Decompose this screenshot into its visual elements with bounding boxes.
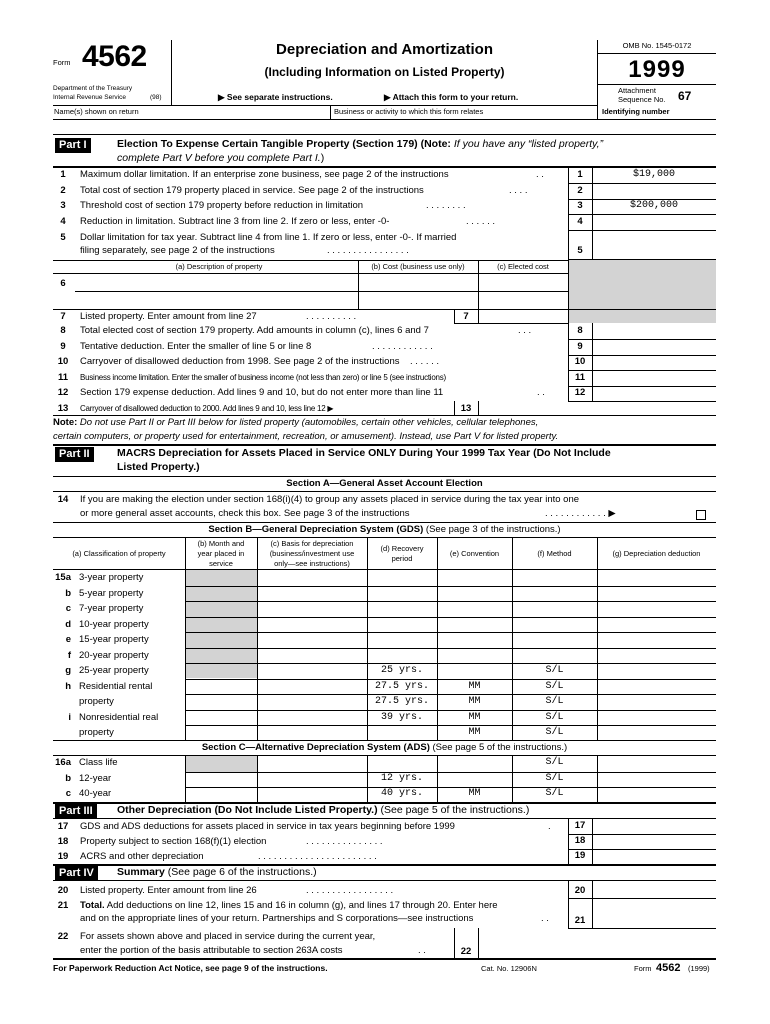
gds-col-d1: (d) Recovery — [380, 544, 424, 553]
dept-line2: Internal Revenue Service — [53, 94, 126, 101]
line7-shaded-area — [569, 310, 716, 323]
line-rule — [568, 370, 716, 371]
line-box: 2 — [577, 185, 583, 196]
gds-col-c3: only—see instructions) — [274, 559, 350, 568]
line14-checkbox[interactable] — [696, 510, 706, 520]
gds-row-label: property — [79, 727, 114, 738]
line21-text1-rest: Add deductions on line 12, lines 15 and 16 in column (g), and lines 17 through 20. Enter here — [104, 900, 498, 911]
section-b-bold: Section B—General Depreciation System (GDS) — [208, 524, 424, 535]
line-value: $19,000 — [632, 169, 675, 180]
part1-title-line2-text: complete Part V before you complete Part I. — [117, 152, 321, 164]
gds-row-rule — [185, 601, 716, 602]
line-number: 5 — [60, 232, 66, 243]
line13-number: 13 — [57, 403, 69, 414]
ads-row-label: 40-year — [79, 788, 112, 799]
gds-row-rule — [185, 632, 716, 633]
gds-col-g: (g) Depreciation deduction — [612, 549, 701, 558]
part1-title-line2 — [117, 152, 324, 164]
line13-box: 13 — [460, 403, 472, 414]
gds-col-a: (a) Classification of property — [72, 549, 166, 558]
ads-v3 — [367, 755, 368, 802]
line-box: 12 — [574, 387, 586, 398]
line-number: 2 — [60, 185, 66, 196]
line5-cont: filing separately, see page 2 of the instructions — [80, 245, 275, 256]
gds-v2 — [257, 537, 258, 740]
line22-text2: enter the portion of the basis attributable to section 263A costs — [80, 945, 343, 956]
line7-dots: . . . . . . . . . . — [306, 311, 357, 322]
dept-line1: Department of the Treasury — [53, 85, 133, 92]
sequence-label: Sequence No. — [618, 95, 666, 104]
gds-row-rule — [185, 617, 716, 618]
l7-v3 — [568, 309, 569, 323]
line-number: 17 — [57, 821, 69, 832]
gds-row-number: 15a — [55, 572, 71, 583]
gds-row-number: e — [65, 634, 71, 645]
p3-v2 — [592, 818, 593, 864]
p1-box-right — [592, 168, 593, 260]
gds-col-b1: (b) Month and — [197, 539, 245, 548]
gds-row-label: 15-year property — [79, 634, 149, 645]
paperwork-notice: For Paperwork Reduction Act Notice, see page 9 of the instructions. — [53, 963, 328, 973]
line-dots: . — [548, 821, 551, 832]
gds-row-convention: MM — [468, 727, 481, 738]
l13-rule — [53, 415, 716, 416]
form-word: Form — [53, 58, 71, 67]
line7-text: Listed property. Enter amount from line 27 — [80, 311, 257, 322]
line-rule — [568, 339, 716, 340]
l812-v1 — [568, 323, 569, 401]
line-rule — [568, 401, 716, 402]
omb-number: OMB No. 1545-0172 — [622, 41, 692, 50]
line-text: Threshold cost of section 179 property before reduction in limitation — [80, 200, 364, 211]
t6-v1 — [358, 260, 359, 309]
line-number: 4 — [60, 216, 66, 227]
section-c-heading — [53, 742, 716, 753]
gds-row-label: 10-year property — [79, 619, 149, 630]
gds-row-period: 25 yrs. — [380, 665, 423, 676]
ads-month-shaded — [186, 756, 257, 772]
t6-head-rule — [53, 273, 568, 274]
ads-row-period: 12 yrs. — [380, 773, 423, 784]
gds-row-rule — [185, 679, 716, 680]
line-dots: . . . . — [509, 185, 528, 196]
gds-v3 — [367, 537, 368, 740]
gds-row-label: 3-year property — [79, 572, 144, 583]
gds-row-rule — [185, 725, 716, 726]
line-rule — [568, 230, 716, 231]
gds-row-label: 7-year property — [79, 603, 144, 614]
part4-title — [117, 866, 317, 878]
secB-rule — [53, 537, 716, 538]
line7-box: 7 — [463, 311, 469, 322]
line-box: 11 — [574, 372, 586, 383]
footer-form-word: Form — [634, 964, 652, 973]
l21-rule — [568, 928, 716, 929]
gds-row-convention: MM — [468, 712, 481, 723]
form-number: 4562 — [82, 40, 147, 73]
gds-row-rule — [185, 663, 716, 664]
line-dots: . . — [537, 387, 545, 398]
ads-row-method: S/L — [545, 757, 564, 768]
gds-row-convention: MM — [468, 696, 481, 707]
line-number: 18 — [57, 836, 69, 847]
line-text: Carryover of disallowed deduction from 1998. See page 2 of the instructions — [80, 356, 400, 367]
line-dots: . . . — [518, 325, 532, 336]
line6-shaded-area — [569, 260, 716, 309]
names-top-rule — [53, 105, 597, 106]
line6-number: 6 — [60, 278, 66, 289]
gds-row-label: 25-year property — [79, 665, 149, 676]
footer-form-number: 4562 — [656, 962, 681, 974]
part2-title-line1: MACRS Depreciation for Assets Placed in Service ONLY During Your 1999 Tax Year (Do Not Include — [117, 447, 611, 459]
line-box: 4 — [577, 216, 583, 227]
l812-v2 — [592, 323, 593, 401]
line20-dots: . . . . . . . . . . . . . . . . . — [306, 885, 394, 896]
l14-rule — [53, 522, 716, 523]
p4-v1 — [568, 880, 569, 928]
gds-row-number: c — [65, 603, 71, 614]
line-dots: . . . . . . — [466, 216, 496, 227]
line-dots: . . . . . . . . . . . . . . . — [306, 836, 383, 847]
gds-row-label: Nonresidential real — [79, 712, 159, 723]
line7-number: 7 — [60, 311, 66, 322]
l20-rule — [568, 898, 716, 899]
ads-v5 — [512, 755, 513, 802]
line-text: Total elected cost of section 179 property. Add amounts in column (c), lines 6 and 7 — [80, 325, 429, 336]
p3-rule — [53, 818, 716, 819]
gds-row-method: S/L — [545, 665, 564, 676]
note-bold: Note: — [53, 417, 78, 428]
gds-row-label: property — [79, 696, 114, 707]
ads-row-rule — [185, 772, 716, 773]
line-box: 8 — [577, 325, 583, 336]
line-box: 10 — [574, 356, 586, 367]
line22-number: 22 — [57, 931, 69, 942]
line21-dots: . . — [541, 913, 549, 924]
secA-bottom — [53, 491, 716, 492]
gds-col-e: (e) Convention — [449, 549, 500, 558]
footer-rule — [53, 958, 716, 960]
part2-label: Part II — [55, 447, 94, 462]
line22-dots: . . — [418, 945, 426, 956]
line20-box: 20 — [574, 885, 586, 896]
section-b-rest: (See page 3 of the instructions.) — [423, 524, 561, 535]
col-c-elected: (c) Elected cost — [497, 262, 549, 271]
line21-bold: Total. — [80, 900, 105, 911]
line14-number: 14 — [57, 494, 69, 505]
gds-row-period: 27.5 yrs. — [374, 681, 429, 692]
line-box: 9 — [577, 341, 583, 352]
line-text: Property subject to section 168(f)(1) election — [80, 836, 267, 847]
part1-title-line1 — [117, 138, 603, 150]
ads-row-number: 16a — [55, 757, 71, 768]
part1-label: Part I — [55, 138, 91, 153]
gds-row-number: d — [65, 619, 71, 630]
identifying-number-label: Identifying number — [602, 107, 670, 116]
gds-row-rule — [185, 710, 716, 711]
names-label: Name(s) shown on return — [54, 107, 139, 116]
gds-v4 — [437, 537, 438, 740]
gds-col-b2: year placed in — [197, 549, 245, 558]
l22-v2 — [478, 928, 479, 958]
line22-text1: For assets shown above and placed in service during the current year, — [80, 931, 376, 942]
ads-row-label: 12-year — [79, 773, 112, 784]
line-box: 18 — [574, 835, 586, 846]
ads-row-convention: MM — [468, 788, 481, 799]
line-text: Total cost of section 179 property placed in service. See page 2 of the instructions — [80, 185, 424, 196]
l7-v2 — [478, 309, 479, 323]
gds-head-rule — [53, 569, 716, 570]
line-text: Maximum dollar limitation. If an enterprise zone business, see page 2 of the instructions — [80, 169, 449, 180]
gds-col-f: (f) Method — [537, 549, 572, 558]
line-dots: . . . . . . . . . . . . . . . . . . . . . . . — [258, 851, 377, 862]
attach-instructions: ▶ Attach this form to your return. — [384, 92, 519, 102]
part3-title-bold: Other Depreciation (Do Not Include Listed Property.) — [117, 804, 378, 816]
gds-row-convention: MM — [468, 681, 481, 692]
line-number: 8 — [60, 325, 66, 336]
part1-rule — [53, 166, 716, 168]
line-text: GDS and ADS deductions for assets placed in service in tax years beginning before 1999 — [80, 821, 455, 832]
note-line2: certain computers, or property used for entertainment, recreation, or amusement). Instead, use Part V for listed property. — [53, 431, 559, 442]
section-c-bold: Section C—Alternative Depreciation System (ADS) — [201, 742, 430, 753]
line5-dots: . . . . . . . . . . . . . . . . — [327, 245, 409, 256]
catalog-number: Cat. No. 12906N — [481, 964, 537, 973]
line13-text: Carryover of disallowed deduction to 2000. Add lines 9 and 10, less line 12 ▶ — [80, 404, 334, 413]
line-text: Reduction in limitation. Subtract line 3 from line 2. If zero or less, enter -0- — [80, 216, 390, 227]
gds-row-method: S/L — [545, 727, 564, 738]
line22-box: 22 — [460, 946, 472, 957]
part3-title-rest: (See page 5 of the instructions.) — [377, 804, 530, 816]
line-text: Business income limitation. Enter the smaller of business income (not less than zero) or line 5 (see instructions) — [80, 373, 446, 382]
line-number: 19 — [57, 851, 69, 862]
line-dots: . . . . . . . . — [426, 200, 466, 211]
year-rule — [598, 84, 716, 85]
section-b-heading — [53, 524, 716, 535]
gds-v6 — [597, 537, 598, 740]
gds-v5 — [512, 537, 513, 740]
ads-row-label: Class life — [79, 757, 118, 768]
note-line1 — [53, 417, 538, 428]
gds-row-period: 27.5 yrs. — [374, 696, 429, 707]
line-value: $200,000 — [629, 200, 678, 211]
line-box: 1 — [577, 169, 583, 180]
line20-number: 20 — [57, 885, 69, 896]
part1-title-bold: Election To Expense Certain Tangible Property (Section 179) (Note: — [117, 138, 451, 150]
gds-row-method: S/L — [545, 696, 564, 707]
gds-col-d2: period — [391, 554, 413, 563]
gds-row-label: 5-year property — [79, 588, 144, 599]
part3-title — [117, 804, 529, 816]
gds-row-label: Residential rental — [79, 681, 153, 692]
line-text: ACRS and other depreciation — [80, 851, 204, 862]
line-number: 12 — [57, 387, 69, 398]
gds-v1 — [185, 537, 186, 740]
line5-box: 5 — [577, 245, 583, 256]
part2-rule — [53, 444, 716, 446]
line-dots: . . . . . . . . . . . . — [372, 341, 433, 352]
gds-row-method: S/L — [545, 712, 564, 723]
line-box: 19 — [574, 850, 586, 861]
line21-text2: and on the appropriate lines of your return. Partnerships and S corporations—see instructions — [80, 913, 474, 924]
line21-box: 21 — [574, 915, 586, 926]
gds-row-rule — [185, 648, 716, 649]
section-c-rest: (See page 5 of the instructions.) — [429, 742, 568, 753]
ads-v2 — [257, 755, 258, 802]
gds-row-method: S/L — [545, 681, 564, 692]
tax-year: 1999 — [628, 56, 686, 83]
ads-row-method: S/L — [545, 773, 564, 784]
footer-form-year: (1999) — [688, 964, 710, 973]
line-dots: . . — [536, 169, 544, 180]
secA-rule — [53, 476, 716, 477]
ads-row-period: 40 yrs. — [380, 788, 423, 799]
dept-code: (98) — [150, 94, 162, 101]
ads-row-number: b — [65, 773, 71, 784]
secC-top — [53, 740, 716, 741]
ads-v6 — [597, 755, 598, 802]
business-label: Business or activity to which this form relates — [334, 107, 484, 116]
line-rule — [568, 183, 716, 184]
form-title: Depreciation and Amortization — [276, 41, 493, 58]
gds-row-number: h — [65, 681, 71, 692]
l13-v2 — [478, 401, 479, 415]
names-entry-rule — [53, 134, 716, 135]
line21-number: 21 — [57, 900, 69, 911]
section-a-heading: Section A—General Asset Account Election — [286, 478, 483, 489]
line14-text1: If you are making the election under section 168(i)(4) to group any assets placed in service during the tax year into one — [80, 494, 580, 505]
line-box: 3 — [577, 200, 583, 211]
line14-dots: . . . . . . . . . . . . ▶ — [545, 508, 616, 519]
gds-row-number: g — [65, 665, 71, 676]
gds-row-label: 20-year property — [79, 650, 149, 661]
names-bottom-rule — [53, 119, 716, 120]
line-rule — [568, 214, 716, 215]
col-a-description: (a) Description of property — [175, 262, 263, 271]
gds-col-b3: service — [209, 559, 233, 568]
gds-row-number: b — [65, 588, 71, 599]
part1-title-line2-end: ) — [320, 152, 325, 164]
omb-rule — [598, 53, 716, 54]
p3-v1 — [568, 818, 569, 864]
line-number: 9 — [60, 341, 66, 352]
line-text: Dollar limitation for tax year. Subtract line 4 from line 1. If zero or less, enter -0-. If married — [80, 232, 457, 243]
p4-v2 — [592, 880, 593, 928]
gds-col-c1: (c) Basis for depreciation — [270, 539, 354, 548]
form-subtitle: (Including Information on Listed Property) — [264, 65, 505, 79]
ads-v4 — [437, 755, 438, 802]
see-instructions: ▶ See separate instructions. — [218, 92, 333, 102]
note-italic1: Do not use Part II or Part III below for listed property (automobiles, certain other vehicles, cellular telephones, — [77, 417, 539, 428]
gds-row-rule — [185, 694, 716, 695]
gds-row-number: i — [68, 712, 71, 723]
t6-row-rule — [75, 291, 568, 292]
part1-title-italic: If you have any “listed property,” — [450, 138, 604, 150]
part2-title-line2: Listed Property.) — [117, 461, 200, 473]
line-text: Section 179 expense deduction. Add lines 9 and 10, but do not enter more than line 11 — [80, 387, 444, 398]
col-b-cost: (b) Cost (business use only) — [371, 262, 465, 271]
l7-rule — [454, 323, 568, 324]
part4-title-rest: (See page 6 of the instructions.) — [164, 866, 317, 878]
part4-title-bold: Summary — [117, 866, 165, 878]
names-divider — [330, 105, 331, 119]
ads-v1 — [185, 755, 186, 802]
line14-text2: or more general asset accounts, check this box. See page 3 of the instructions — [80, 508, 410, 519]
gds-row-number: f — [67, 650, 71, 661]
line-dots: . . . . . . — [410, 356, 440, 367]
ads-row-method: S/L — [545, 788, 564, 799]
attachment-label: Attachment — [618, 86, 656, 95]
gds-col-c2: (business/investment use — [269, 549, 355, 558]
gds-row-rule — [185, 586, 716, 587]
t6-v2 — [478, 260, 479, 309]
p4-rule — [53, 880, 716, 881]
part3-label: Part III — [55, 804, 97, 819]
line-text: Tentative deduction. Enter the smaller of line 5 or line 8 — [80, 341, 312, 352]
gds-row-period: 39 yrs. — [380, 712, 423, 723]
line20-text: Listed property. Enter amount from line 26 — [80, 885, 257, 896]
line-box: 17 — [574, 820, 586, 831]
part4-label: Part IV — [55, 866, 98, 881]
line-number: 11 — [57, 372, 69, 383]
secC-bottom — [53, 755, 716, 756]
ads-row-number: c — [65, 788, 71, 799]
sequence-number: 67 — [678, 89, 692, 103]
line-number: 3 — [60, 200, 66, 211]
line21-text1 — [80, 900, 498, 911]
line-number: 1 — [60, 169, 66, 180]
line-number: 10 — [57, 356, 69, 367]
